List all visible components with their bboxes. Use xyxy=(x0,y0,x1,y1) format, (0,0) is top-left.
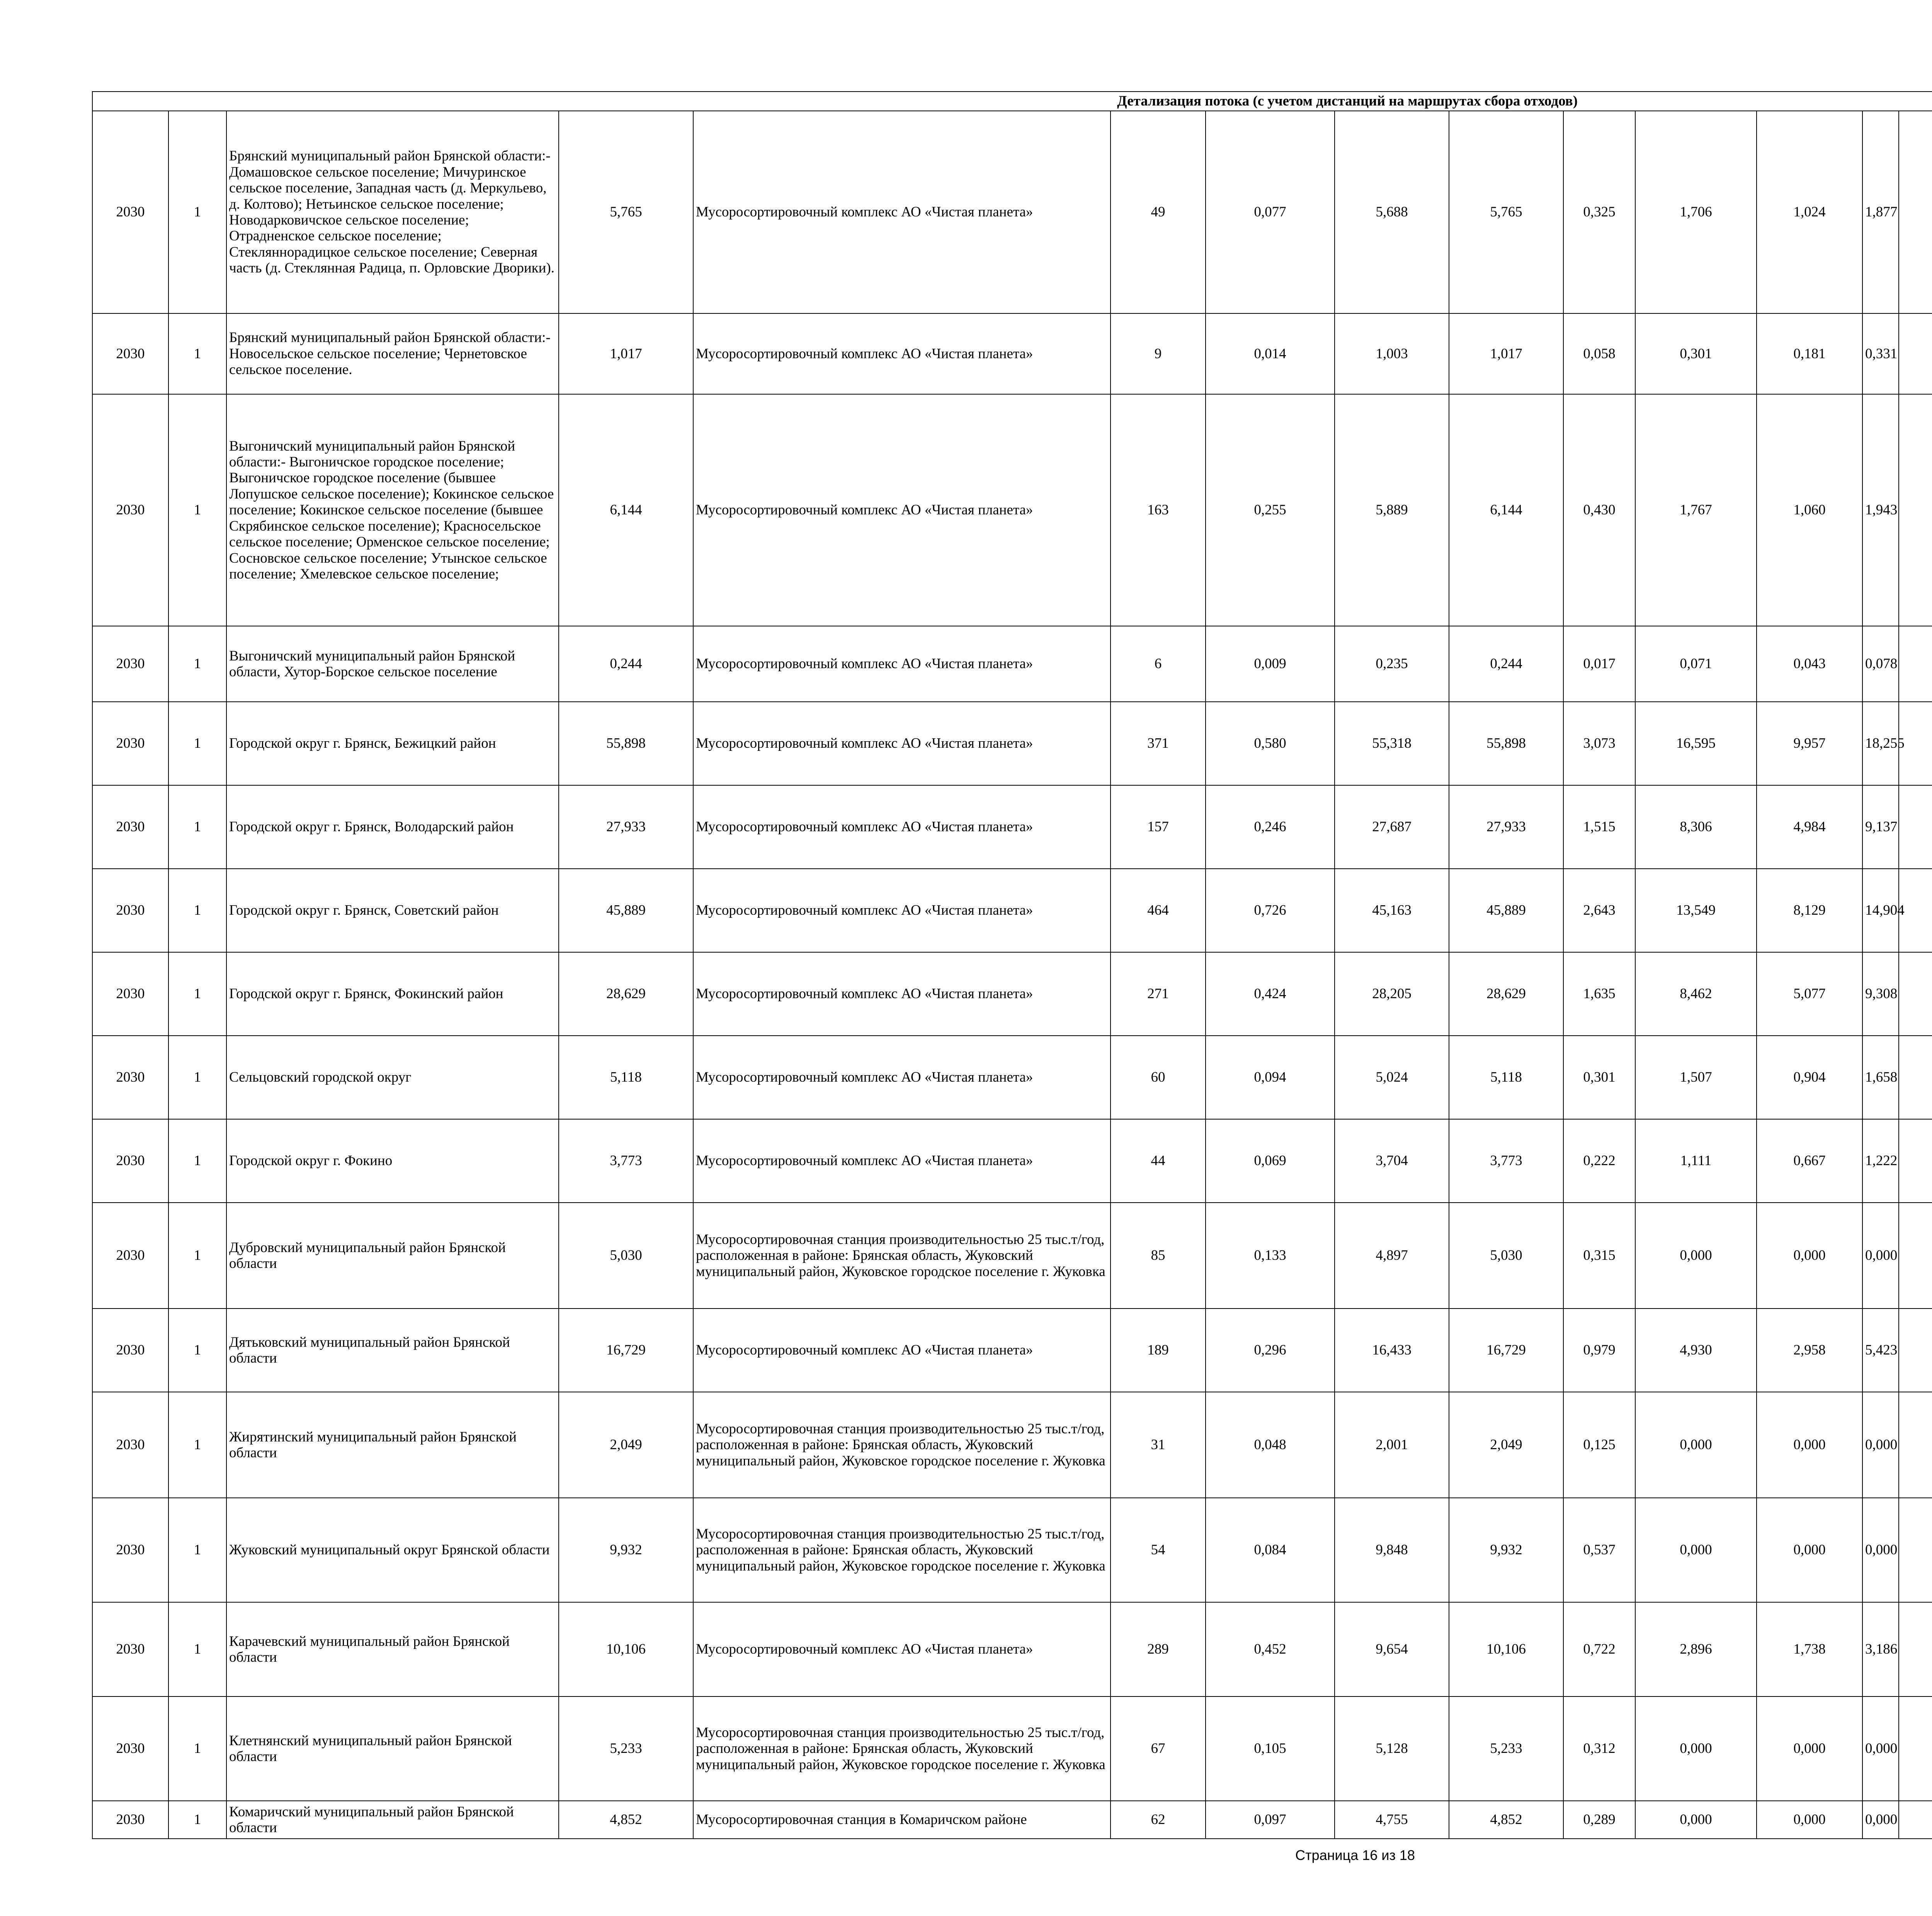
cell-fraction-b: 0,000 xyxy=(1635,1498,1757,1602)
cell-loss: 0,084 xyxy=(1206,1498,1335,1602)
cell-year: 2030 xyxy=(92,1696,168,1801)
cell-distance: 31 xyxy=(1111,1392,1206,1498)
cell-fraction-d: 1,943 xyxy=(1862,394,1899,626)
table-row xyxy=(92,1602,1932,1696)
cell-total-mass: 10,106 xyxy=(1449,1602,1563,1696)
cell-fraction-b: 16,595 xyxy=(1635,702,1757,785)
cell-stage: 1 xyxy=(168,1801,226,1839)
cell-distance: 9 xyxy=(1111,313,1206,394)
cell-total-mass: 27,933 xyxy=(1449,785,1563,869)
cell-fraction-d: 1,222 xyxy=(1862,1119,1899,1203)
cell-year: 2030 xyxy=(92,626,168,702)
cell-sorting-facility: Мусоросортировочная станция производительностью 25 тыс.т/год, расположенная в районе: Брянская область, Жуковский муниципальный район, Жуковское городское поселение г. Жуковка xyxy=(693,1392,1111,1498)
cell-fraction-b: 0,071 xyxy=(1635,626,1757,702)
cell-year: 2030 xyxy=(92,869,168,952)
cell-stage: 1 xyxy=(168,1498,226,1602)
cell-fraction-b: 8,462 xyxy=(1635,952,1757,1036)
cell-waste-volume: 2,049 xyxy=(559,1392,693,1498)
cell-sorted-mass: 5,889 xyxy=(1335,394,1449,626)
cell-total-mass: 45,889 xyxy=(1449,869,1563,952)
cell-municipality: Выгоничский муниципальный район Брянской области, Хутор-Борское сельское поселение xyxy=(226,626,559,702)
cell-distance: 6 xyxy=(1111,626,1206,702)
cell-sorted-mass: 4,755 xyxy=(1335,1801,1449,1839)
cell-percent xyxy=(1899,1392,1932,1498)
cell-waste-volume: 9,932 xyxy=(559,1498,693,1602)
cell-stage: 1 xyxy=(168,869,226,952)
cell-fraction-a: 2,643 xyxy=(1563,869,1635,952)
cell-fraction-c: 2,958 xyxy=(1757,1309,1862,1392)
table-row xyxy=(92,1696,1932,1801)
cell-loss: 0,424 xyxy=(1206,952,1335,1036)
cell-waste-volume: 0,244 xyxy=(559,626,693,702)
cell-waste-volume: 27,933 xyxy=(559,785,693,869)
cell-stage: 1 xyxy=(168,785,226,869)
cell-percent xyxy=(1899,111,1932,313)
cell-loss: 0,255 xyxy=(1206,394,1335,626)
cell-distance: 157 xyxy=(1111,785,1206,869)
cell-loss: 0,048 xyxy=(1206,1392,1335,1498)
cell-loss: 0,009 xyxy=(1206,626,1335,702)
cell-fraction-a: 0,222 xyxy=(1563,1119,1635,1203)
table-row xyxy=(92,111,1932,313)
cell-municipality: Жирятинский муниципальный район Брянской области xyxy=(226,1392,559,1498)
cell-waste-volume: 5,765 xyxy=(559,111,693,313)
cell-sorting-facility: Мусоросортировочный комплекс АО «Чистая планета» xyxy=(693,1602,1111,1696)
cell-fraction-a: 3,073 xyxy=(1563,702,1635,785)
cell-sorted-mass: 4,897 xyxy=(1335,1203,1449,1309)
cell-loss: 0,105 xyxy=(1206,1696,1335,1801)
cell-percent xyxy=(1899,1602,1932,1696)
cell-municipality: Брянский муниципальный район Брянской области:- Домашовское сельское поселение; Мичуринское сельское поселение, Западная часть (д. Меркульево, д. Колтово); Нетьинское сельское поселение; Новодарковичское сельское поселение; Отрадненское сельское поселение; Стекляннорадицкое сельское поселение; Северная часть (д. Стеклянная Радица, п. Орловские Дворики). xyxy=(226,111,559,313)
cell-distance: 49 xyxy=(1111,111,1206,313)
cell-distance: 371 xyxy=(1111,702,1206,785)
cell-sorting-facility: Мусоросортировочный комплекс АО «Чистая планета» xyxy=(693,111,1111,313)
cell-percent xyxy=(1899,394,1932,626)
cell-total-mass: 5,118 xyxy=(1449,1036,1563,1119)
cell-sorting-facility: Мусоросортировочная станция в Комаричском районе xyxy=(693,1801,1111,1839)
cell-municipality: Карачевский муниципальный район Брянской области xyxy=(226,1602,559,1696)
cell-distance: 44 xyxy=(1111,1119,1206,1203)
cell-waste-volume: 5,030 xyxy=(559,1203,693,1309)
table-row xyxy=(92,626,1932,702)
cell-fraction-a: 0,430 xyxy=(1563,394,1635,626)
cell-loss: 0,094 xyxy=(1206,1036,1335,1119)
cell-sorted-mass: 27,687 xyxy=(1335,785,1449,869)
cell-stage: 1 xyxy=(168,1392,226,1498)
cell-municipality: Сельцовский городской округ xyxy=(226,1036,559,1119)
table-row xyxy=(92,1801,1932,1839)
cell-waste-volume: 55,898 xyxy=(559,702,693,785)
table-row xyxy=(92,313,1932,394)
table-row xyxy=(92,1119,1932,1203)
cell-year: 2030 xyxy=(92,1498,168,1602)
cell-waste-volume: 5,233 xyxy=(559,1696,693,1801)
cell-total-mass: 6,144 xyxy=(1449,394,1563,626)
cell-waste-volume: 6,144 xyxy=(559,394,693,626)
cell-fraction-c: 0,904 xyxy=(1757,1036,1862,1119)
table-row xyxy=(92,785,1932,869)
cell-fraction-b: 0,000 xyxy=(1635,1203,1757,1309)
cell-total-mass: 3,773 xyxy=(1449,1119,1563,1203)
cell-fraction-c: 4,984 xyxy=(1757,785,1862,869)
cell-fraction-d: 9,308 xyxy=(1862,952,1899,1036)
cell-sorted-mass: 5,688 xyxy=(1335,111,1449,313)
cell-municipality: Городской округ г. Брянск, Фокинский район xyxy=(226,952,559,1036)
cell-sorting-facility: Мусоросортировочный комплекс АО «Чистая планета» xyxy=(693,313,1111,394)
cell-fraction-d: 3,186 xyxy=(1862,1602,1899,1696)
cell-waste-volume: 3,773 xyxy=(559,1119,693,1203)
cell-fraction-a: 0,017 xyxy=(1563,626,1635,702)
cell-fraction-c: 1,738 xyxy=(1757,1602,1862,1696)
cell-fraction-a: 1,515 xyxy=(1563,785,1635,869)
cell-fraction-d: 0,000 xyxy=(1862,1696,1899,1801)
cell-fraction-c: 1,060 xyxy=(1757,394,1862,626)
cell-municipality: Городской округ г. Брянск, Бежицкий район xyxy=(226,702,559,785)
cell-fraction-c: 0,000 xyxy=(1757,1696,1862,1801)
cell-year: 2030 xyxy=(92,1203,168,1309)
cell-year: 2030 xyxy=(92,111,168,313)
cell-fraction-b: 0,000 xyxy=(1635,1696,1757,1801)
cell-fraction-d: 0,078 xyxy=(1862,626,1899,702)
cell-distance: 85 xyxy=(1111,1203,1206,1309)
cell-fraction-c: 9,957 xyxy=(1757,702,1862,785)
cell-year: 2030 xyxy=(92,1602,168,1696)
cell-percent xyxy=(1899,1498,1932,1602)
cell-year: 2030 xyxy=(92,1119,168,1203)
table-row xyxy=(92,1203,1932,1309)
cell-distance: 464 xyxy=(1111,869,1206,952)
cell-fraction-d: 0,331 xyxy=(1862,313,1899,394)
cell-sorting-facility: Мусоросортировочный комплекс АО «Чистая планета» xyxy=(693,702,1111,785)
cell-percent xyxy=(1899,785,1932,869)
cell-waste-volume: 45,889 xyxy=(559,869,693,952)
cell-municipality: Брянский муниципальный район Брянской области:- Новосельское сельское поселение; Чернетовское сельское поселение. xyxy=(226,313,559,394)
cell-fraction-c: 0,667 xyxy=(1757,1119,1862,1203)
cell-loss: 0,014 xyxy=(1206,313,1335,394)
cell-sorted-mass: 0,235 xyxy=(1335,626,1449,702)
cell-year: 2030 xyxy=(92,313,168,394)
table-caption: Детализация потока (с учетом дистанций на маршрутах сбора отходов) xyxy=(92,92,1932,111)
table-row xyxy=(92,1309,1932,1392)
cell-waste-volume: 28,629 xyxy=(559,952,693,1036)
cell-stage: 1 xyxy=(168,1119,226,1203)
cell-waste-volume: 1,017 xyxy=(559,313,693,394)
cell-loss: 0,246 xyxy=(1206,785,1335,869)
cell-stage: 1 xyxy=(168,1696,226,1801)
cell-year: 2030 xyxy=(92,1309,168,1392)
cell-sorted-mass: 5,024 xyxy=(1335,1036,1449,1119)
cell-sorting-facility: Мусоросортировочный комплекс АО «Чистая планета» xyxy=(693,626,1111,702)
cell-stage: 1 xyxy=(168,313,226,394)
cell-fraction-c: 0,181 xyxy=(1757,313,1862,394)
cell-total-mass: 4,852 xyxy=(1449,1801,1563,1839)
cell-loss: 0,726 xyxy=(1206,869,1335,952)
cell-waste-volume: 10,106 xyxy=(559,1602,693,1696)
cell-percent xyxy=(1899,1696,1932,1801)
cell-fraction-b: 4,930 xyxy=(1635,1309,1757,1392)
cell-year: 2030 xyxy=(92,394,168,626)
page-number: Страница 16 из 18 xyxy=(1295,1847,1415,1863)
cell-stage: 1 xyxy=(168,1602,226,1696)
cell-fraction-d: 0,000 xyxy=(1862,1801,1899,1839)
cell-percent xyxy=(1899,1119,1932,1203)
cell-fraction-a: 0,125 xyxy=(1563,1392,1635,1498)
cell-distance: 60 xyxy=(1111,1036,1206,1119)
cell-total-mass: 28,629 xyxy=(1449,952,1563,1036)
cell-waste-volume: 16,729 xyxy=(559,1309,693,1392)
cell-stage: 1 xyxy=(168,1036,226,1119)
cell-percent xyxy=(1899,1036,1932,1119)
cell-stage: 1 xyxy=(168,394,226,626)
table-caption-row xyxy=(92,92,1932,111)
cell-fraction-a: 0,537 xyxy=(1563,1498,1635,1602)
cell-stage: 1 xyxy=(168,1309,226,1392)
table-row xyxy=(92,1392,1932,1498)
cell-sorted-mass: 3,704 xyxy=(1335,1119,1449,1203)
cell-fraction-c: 0,043 xyxy=(1757,626,1862,702)
cell-fraction-a: 0,058 xyxy=(1563,313,1635,394)
cell-fraction-a: 0,312 xyxy=(1563,1696,1635,1801)
cell-total-mass: 0,244 xyxy=(1449,626,1563,702)
table-row xyxy=(92,1498,1932,1602)
cell-total-mass: 5,030 xyxy=(1449,1203,1563,1309)
cell-distance: 189 xyxy=(1111,1309,1206,1392)
cell-fraction-b: 2,896 xyxy=(1635,1602,1757,1696)
cell-loss: 0,077 xyxy=(1206,111,1335,313)
table-row xyxy=(92,1036,1932,1119)
cell-municipality: Городской округ г. Брянск, Советский район xyxy=(226,869,559,952)
cell-total-mass: 9,932 xyxy=(1449,1498,1563,1602)
cell-percent xyxy=(1899,313,1932,394)
cell-fraction-d: 14,904 xyxy=(1862,869,1899,952)
cell-municipality: Городской округ г. Брянск, Володарский район xyxy=(226,785,559,869)
cell-distance: 271 xyxy=(1111,952,1206,1036)
cell-loss: 0,296 xyxy=(1206,1309,1335,1392)
cell-sorting-facility: Мусоросортировочная станция производительностью 25 тыс.т/год, расположенная в районе: Брянская область, Жуковский муниципальный район, Жуковское городское поселение г. Жуковка xyxy=(693,1696,1111,1801)
cell-municipality: Жуковский муниципальный округ Брянской области xyxy=(226,1498,559,1602)
cell-fraction-b: 13,549 xyxy=(1635,869,1757,952)
cell-fraction-d: 0,000 xyxy=(1862,1498,1899,1602)
cell-fraction-c: 0,000 xyxy=(1757,1801,1862,1839)
cell-sorted-mass: 16,433 xyxy=(1335,1309,1449,1392)
cell-fraction-d: 5,423 xyxy=(1862,1309,1899,1392)
cell-sorted-mass: 9,654 xyxy=(1335,1602,1449,1696)
cell-fraction-d: 1,877 xyxy=(1862,111,1899,313)
cell-sorting-facility: Мусоросортировочный комплекс АО «Чистая планета» xyxy=(693,1309,1111,1392)
cell-fraction-c: 0,000 xyxy=(1757,1392,1862,1498)
cell-loss: 0,097 xyxy=(1206,1801,1335,1839)
cell-fraction-d: 18,255 xyxy=(1862,702,1899,785)
cell-percent xyxy=(1899,626,1932,702)
cell-municipality: Клетнянский муниципальный район Брянской области xyxy=(226,1696,559,1801)
cell-sorting-facility: Мусоросортировочный комплекс АО «Чистая планета» xyxy=(693,394,1111,626)
cell-year: 2030 xyxy=(92,702,168,785)
cell-fraction-a: 0,722 xyxy=(1563,1602,1635,1696)
cell-loss: 0,069 xyxy=(1206,1119,1335,1203)
cell-fraction-c: 5,077 xyxy=(1757,952,1862,1036)
cell-fraction-c: 0,000 xyxy=(1757,1203,1862,1309)
cell-sorting-facility: Мусоросортировочный комплекс АО «Чистая планета» xyxy=(693,1036,1111,1119)
cell-sorted-mass: 1,003 xyxy=(1335,313,1449,394)
cell-sorted-mass: 28,205 xyxy=(1335,952,1449,1036)
cell-fraction-b: 1,706 xyxy=(1635,111,1757,313)
cell-fraction-b: 1,767 xyxy=(1635,394,1757,626)
cell-fraction-d: 0,000 xyxy=(1862,1203,1899,1309)
cell-fraction-a: 0,289 xyxy=(1563,1801,1635,1839)
table-row xyxy=(92,394,1932,626)
cell-stage: 1 xyxy=(168,111,226,313)
cell-sorting-facility: Мусоросортировочная станция производительностью 25 тыс.т/год, расположенная в районе: Брянская область, Жуковский муниципальный район, Жуковское городское поселение г. Жуковка xyxy=(693,1203,1111,1309)
table-row xyxy=(92,702,1932,785)
cell-stage: 1 xyxy=(168,952,226,1036)
waste-flow-table xyxy=(92,91,1932,1839)
cell-sorted-mass: 45,163 xyxy=(1335,869,1449,952)
cell-fraction-a: 1,635 xyxy=(1563,952,1635,1036)
cell-fraction-d: 9,137 xyxy=(1862,785,1899,869)
cell-sorting-facility: Мусоросортировочный комплекс АО «Чистая планета» xyxy=(693,952,1111,1036)
cell-fraction-a: 0,301 xyxy=(1563,1036,1635,1119)
cell-fraction-b: 1,111 xyxy=(1635,1119,1757,1203)
cell-year: 2030 xyxy=(92,1801,168,1839)
cell-sorted-mass: 5,128 xyxy=(1335,1696,1449,1801)
cell-waste-volume: 4,852 xyxy=(559,1801,693,1839)
cell-municipality: Дятьковский муниципальный район Брянской области xyxy=(226,1309,559,1392)
cell-percent xyxy=(1899,1203,1932,1309)
table-row xyxy=(92,952,1932,1036)
cell-fraction-a: 0,979 xyxy=(1563,1309,1635,1392)
cell-total-mass: 55,898 xyxy=(1449,702,1563,785)
cell-loss: 0,452 xyxy=(1206,1602,1335,1696)
table-row xyxy=(92,869,1932,952)
cell-year: 2030 xyxy=(92,1392,168,1498)
cell-municipality: Городской округ г. Фокино xyxy=(226,1119,559,1203)
cell-total-mass: 5,765 xyxy=(1449,111,1563,313)
cell-sorted-mass: 2,001 xyxy=(1335,1392,1449,1498)
cell-municipality: Выгоничский муниципальный район Брянской области:- Выгоничское городское поселение; Выгоничское городское поселение (бывшее Лопушское сельское поселение); Кокинское сельское поселение; Кокинское сельское поселение (бывшее Скрябинское сельское поселение); Красносельское сельское поселение; Орменское сельское поселение; Сосновское сельское поселение; Утынское сельское поселение; Хмелевское сельское поселение; xyxy=(226,394,559,626)
cell-total-mass: 5,233 xyxy=(1449,1696,1563,1801)
cell-distance: 289 xyxy=(1111,1602,1206,1696)
cell-waste-volume: 5,118 xyxy=(559,1036,693,1119)
cell-distance: 62 xyxy=(1111,1801,1206,1839)
cell-sorting-facility: Мусоросортировочный комплекс АО «Чистая планета» xyxy=(693,869,1111,952)
cell-total-mass: 2,049 xyxy=(1449,1392,1563,1498)
cell-percent xyxy=(1899,1801,1932,1839)
cell-stage: 1 xyxy=(168,626,226,702)
cell-fraction-d: 1,658 xyxy=(1862,1036,1899,1119)
cell-fraction-c: 0,000 xyxy=(1757,1498,1862,1602)
cell-distance: 163 xyxy=(1111,394,1206,626)
cell-sorting-facility: Мусоросортировочный комплекс АО «Чистая планета» xyxy=(693,785,1111,869)
cell-stage: 1 xyxy=(168,1203,226,1309)
cell-distance: 54 xyxy=(1111,1498,1206,1602)
cell-sorting-facility: Мусоросортировочный комплекс АО «Чистая планета» xyxy=(693,1119,1111,1203)
cell-percent xyxy=(1899,1309,1932,1392)
cell-sorting-facility: Мусоросортировочная станция производительностью 25 тыс.т/год, расположенная в районе: Брянская область, Жуковский муниципальный район, Жуковское городское поселение г. Жуковка xyxy=(693,1498,1111,1602)
cell-total-mass: 16,729 xyxy=(1449,1309,1563,1392)
cell-distance: 67 xyxy=(1111,1696,1206,1801)
cell-loss: 0,580 xyxy=(1206,702,1335,785)
cell-total-mass: 1,017 xyxy=(1449,313,1563,394)
cell-fraction-c: 1,024 xyxy=(1757,111,1862,313)
cell-fraction-a: 0,315 xyxy=(1563,1203,1635,1309)
cell-fraction-b: 1,507 xyxy=(1635,1036,1757,1119)
cell-year: 2030 xyxy=(92,952,168,1036)
cell-year: 2030 xyxy=(92,1036,168,1119)
cell-fraction-b: 0,000 xyxy=(1635,1392,1757,1498)
cell-sorted-mass: 55,318 xyxy=(1335,702,1449,785)
cell-fraction-c: 8,129 xyxy=(1757,869,1862,952)
cell-municipality: Комаричский муниципальный район Брянской области xyxy=(226,1801,559,1839)
cell-loss: 0,133 xyxy=(1206,1203,1335,1309)
cell-fraction-b: 8,306 xyxy=(1635,785,1757,869)
cell-fraction-b: 0,000 xyxy=(1635,1801,1757,1839)
cell-fraction-b: 0,301 xyxy=(1635,313,1757,394)
cell-year: 2030 xyxy=(92,785,168,869)
cell-stage: 1 xyxy=(168,702,226,785)
cell-fraction-a: 0,325 xyxy=(1563,111,1635,313)
cell-sorted-mass: 9,848 xyxy=(1335,1498,1449,1602)
cell-municipality: Дубровский муниципальный район Брянской области xyxy=(226,1203,559,1309)
cell-fraction-d: 0,000 xyxy=(1862,1392,1899,1498)
cell-percent xyxy=(1899,952,1932,1036)
